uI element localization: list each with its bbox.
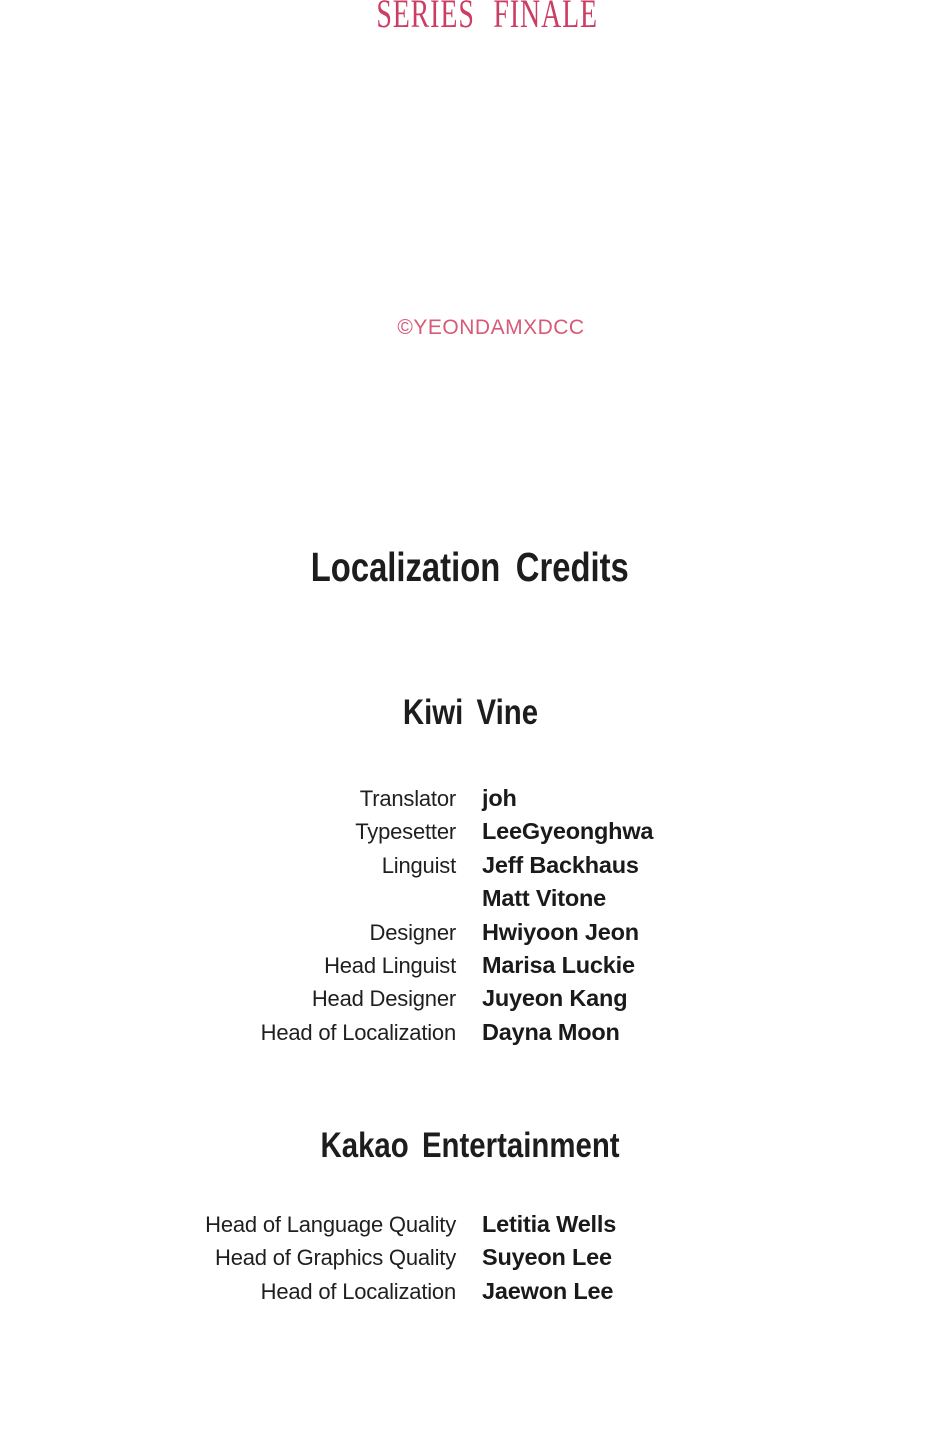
credit-role: Designer [369,919,456,945]
credit-row [0,1208,940,1241]
series-finale-title [0,0,940,36]
credit-name: Hwiyoon Jeon [482,918,639,945]
credit-row [0,982,940,1015]
credit-row [0,916,940,949]
credit-row [0,882,940,915]
credit-row [0,849,940,882]
credit-row [0,1241,940,1274]
credit-role: Head of Graphics Quality [215,1245,456,1271]
credit-role: Linguist [381,852,456,878]
credit-name: Matt Vitone [482,885,607,912]
section-heading-kakao-entertainment [0,1127,940,1165]
credit-name: Letitia Wells [482,1211,617,1237]
credit-row [0,782,940,815]
credit-name: Marisa Luckie [482,951,635,978]
credit-role: Head of Localization [260,1019,456,1045]
credit-row [0,1016,940,1049]
credit-row [0,815,940,848]
credit-role: Typesetter [355,819,456,845]
page-title [0,544,940,590]
credit-name: Jeff Backhaus [482,851,639,878]
section-heading-text: Kakao Entertainment [320,1126,620,1165]
credit-role: Translator [359,786,456,811]
credit-name: Juyeon Kang [482,985,628,1012]
credits-table-kiwi-vine [0,782,940,1049]
credit-name: Jaewon Lee [482,1277,614,1304]
credit-role: Head Linguist [324,952,456,978]
page-title-text: Localization Credits [310,544,630,590]
credit-name: joh [482,785,517,811]
copyright-text: ©YEONDAMXDCC [397,316,585,339]
series-finale-text: SERIES FINALE [376,0,598,36]
credit-row [0,1275,940,1308]
credit-name: Suyeon Lee [482,1244,612,1271]
credit-role: Head of Language Quality [205,1212,456,1237]
credit-row [0,949,940,982]
credit-name: Dayna Moon [482,1018,620,1045]
credit-role: Head of Localization [260,1278,456,1304]
section-heading-kiwi-vine [0,694,940,732]
section-heading-text: Kiwi Vine [402,693,538,732]
credit-role: Head Designer [311,986,456,1012]
credits-table-kakao-entertainment [0,1208,940,1308]
credit-name: LeeGyeonghwa [482,818,654,845]
